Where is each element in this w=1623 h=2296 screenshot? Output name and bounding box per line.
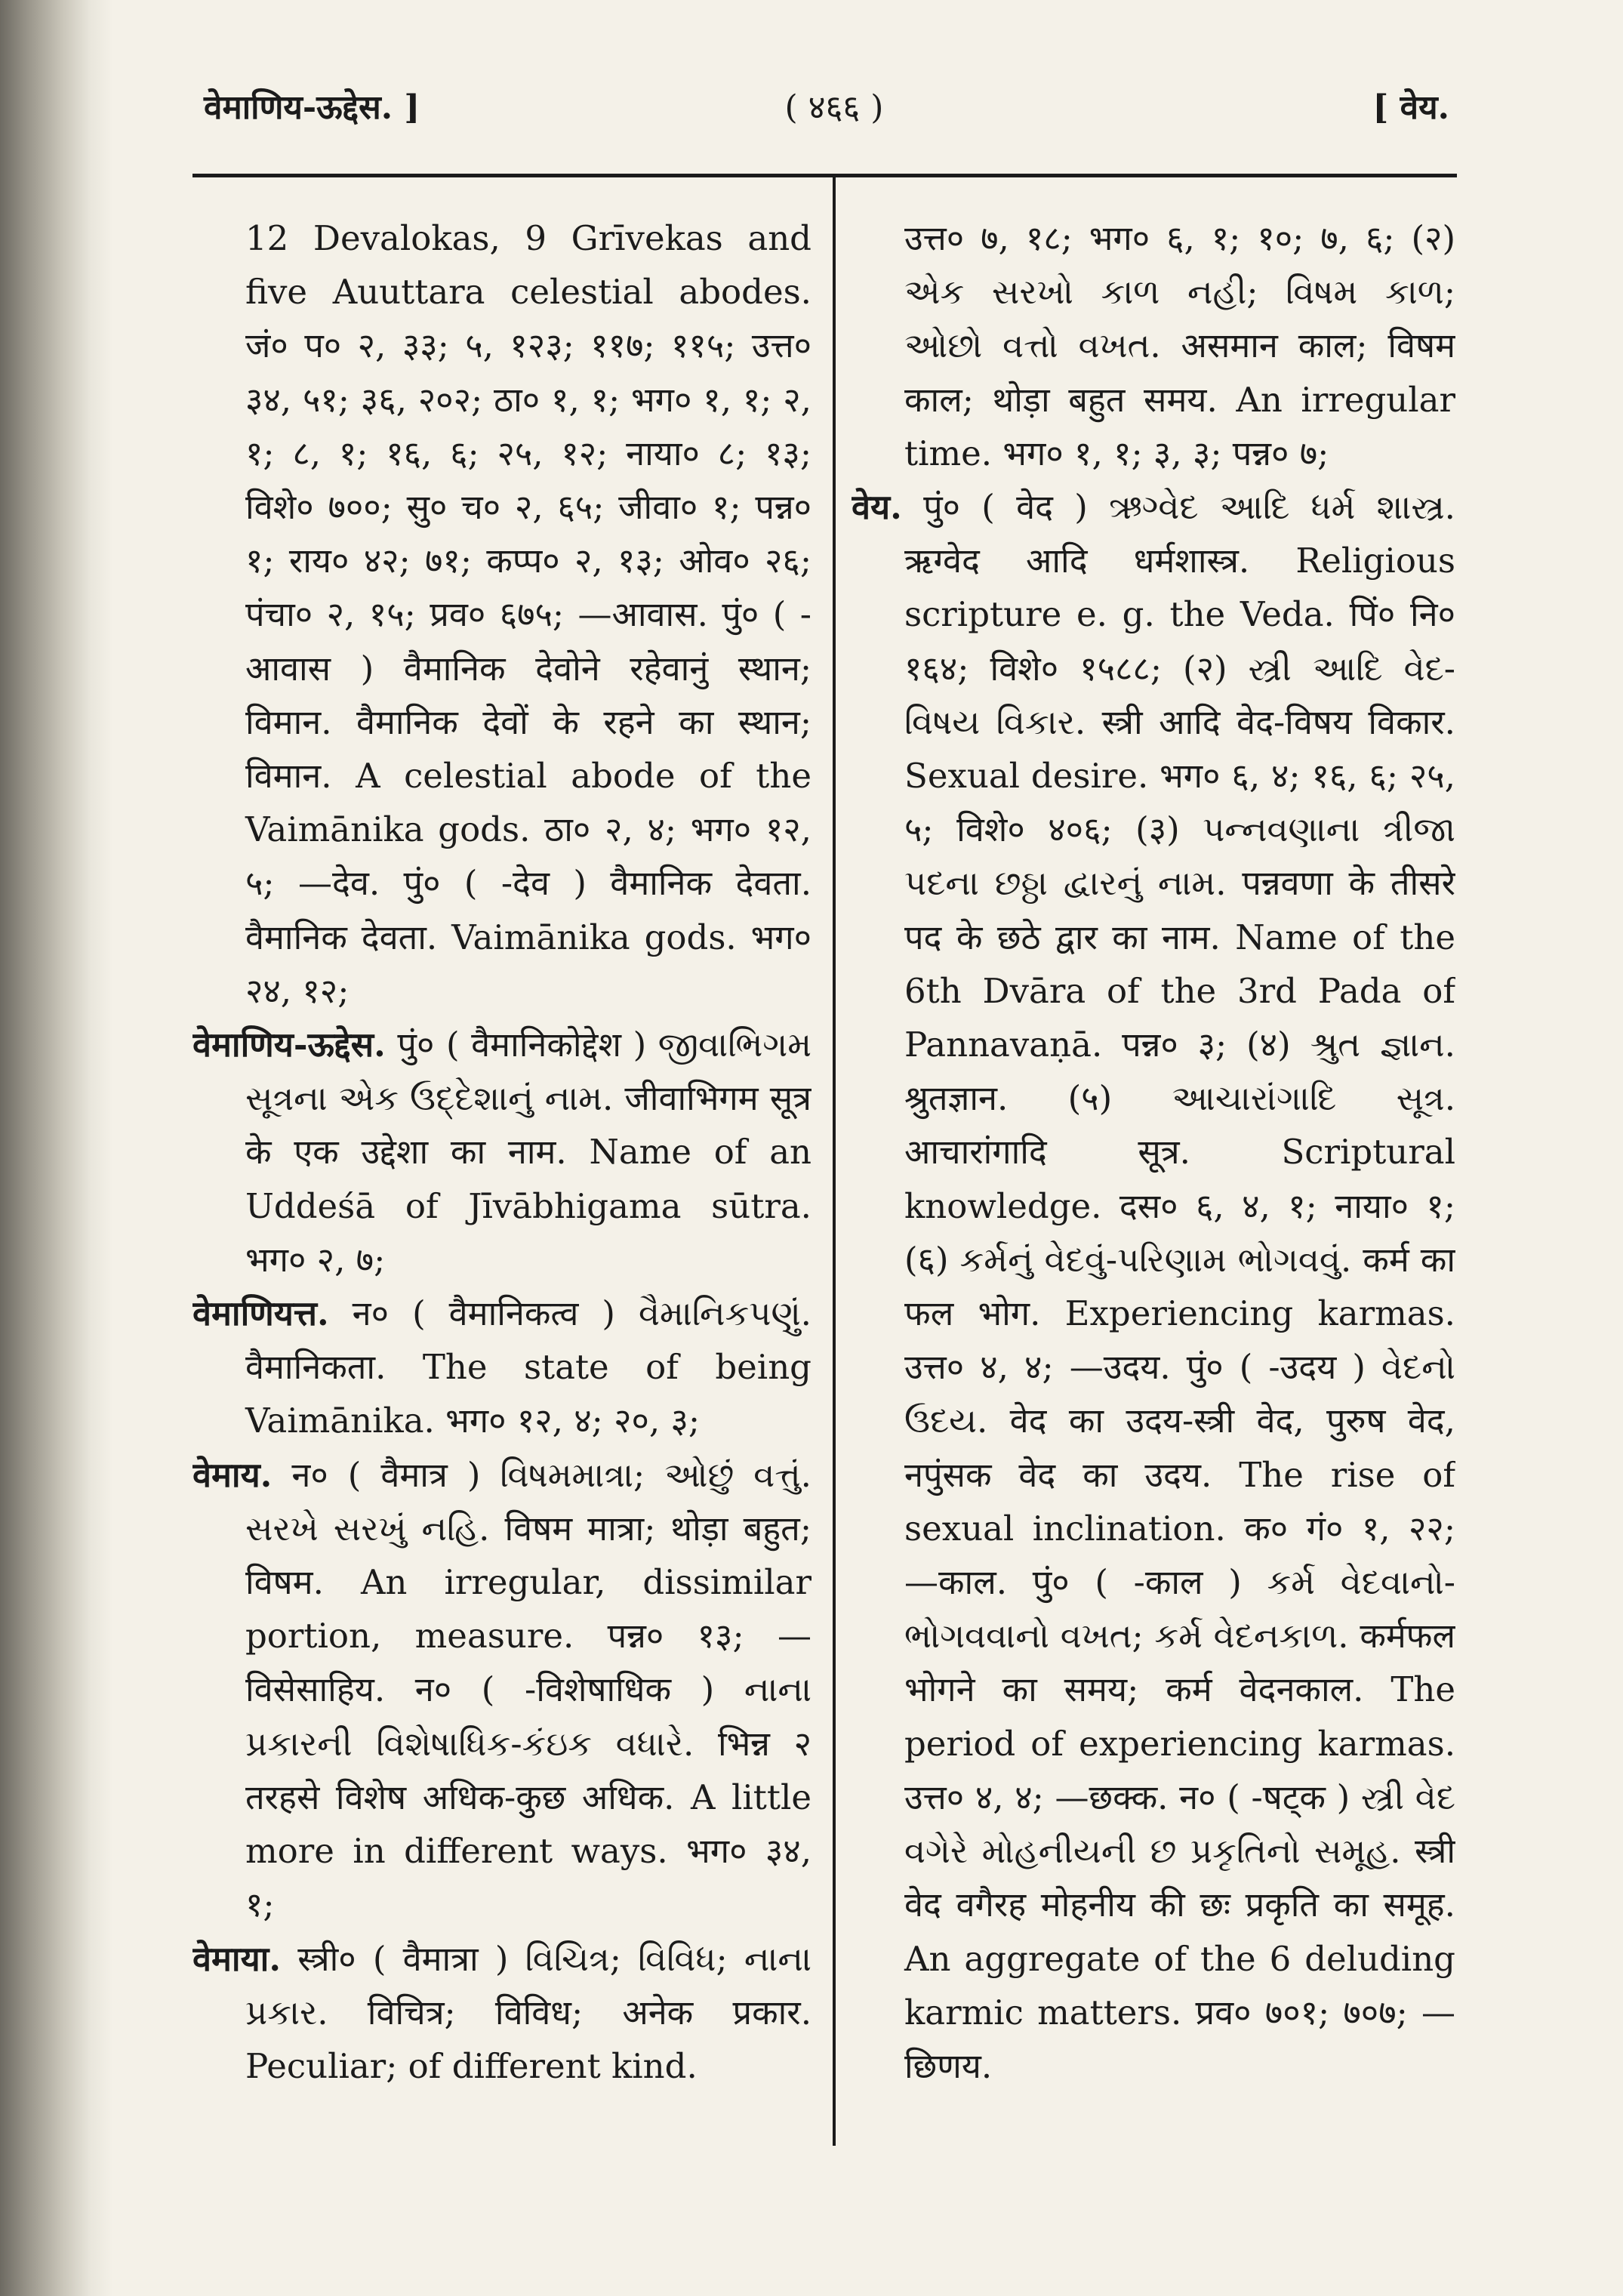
dictionary-entry <box>852 480 1455 2093</box>
page-header <box>204 76 1449 128</box>
left-column <box>192 211 812 2144</box>
entry-headword: वेमाया. <box>192 1938 282 1979</box>
dictionary-entry <box>192 1448 812 1932</box>
entry-text: पुं० ( वेद ) ઋગ્વેદ આદિ ધર્મ શાસ્ત્ર. ऋग्वेद आदि धर्मशास्त्र. Religious scripture e. g. the Veda. पिं० नि० १६४; विशे० १५८८; (२) સ્ત્રી આદિ વેદ-વિષય વિકાર. स्त्री आदि वेद-विषय विकार. Sexual desire. भग० ६, ४; १६, ६; २५, ५; विशे० ४०६; (३) પન્નવણાના ત્રીજા પદના છઠ્ઠા દ્વારનું નામ. पन्नवणा के तीसरे पद के छठे द्वार का नाम. Name of the 6th Dvāra of the 3rd Pada of Pannavaṇā. पन्न० ३; (४) શ્રુત જ્ઞાન. श्रुतज्ञान. (५) આચારાંગાદિ સૂત્ર. आचारांगादि सूत्र. Scriptural knowledge. दस० ६, ४, १; नाया० १; (६) કર્મનું વેદવું-પરિણામ ભોગવવું. कर्म का फल भोग. Experiencing karmas. उत्त० ४, ४; —उदय. पुं० ( -उदय ) વેદનો ઉદય. वेद का उदय-स्त्री वेद, पुरुष वेद, नपुंसक वेद का उदय. The rise of sexual inclination. क० गं० १, २२; —काल. पुं० ( -काल ) કર્મ વેદવાનો-ભોગવવાનો વખત; કર્મ વેદનકાળ. कर्मफल भोगने का समय; कर्म वेदनकाल. The period of experiencing karmas. उत्त० ४, ४; —छक्क. न० ( -षट्क ) સ્ત્રી વેદ વગેરે મોહનીયની છ પ્રકૃતિનો સમૂહ. स्त्री वेद वगैरह मोहनीय की छः प्रकृति का समूह. An aggregate of the 6 deluding karmic matters. प्रव० ७०१; ७०७; —छिणय. <box>904 487 1455 2086</box>
entry-headword: वेमाणिय-ऊद्देस. <box>192 1025 386 1065</box>
entry-text: स्त्री० ( वैमात्रा ) વિચિત્ર; વિવિધ; નાના પ્રકાર. विचित्र; विविध; अनेक प्रकार. Peculiar; of different kind. <box>245 1938 812 2086</box>
dictionary-entry <box>192 1018 812 1287</box>
entry-text: न० ( वैमात्र ) વિષમમાત્રા; ઓછું વત્તું. સરખે સરખું નહિ. विषम मात्रा; थोड़ा बहुत; विषम. An irregular, dissimilar portion, measure. पन्न० १३; —विसेसाहिय. न० ( -विशेषाधिक ) નાના પ્રકારની વિશેષાધિક-કંઇક વધારે. भिन्न २ तरहसे विशेष अधिक-कुछ अधिक. A little more in different ways. भग० ३४, १; <box>245 1454 812 1925</box>
dictionary-entry-continuation <box>852 211 1455 480</box>
entry-text: न० ( वैमानिकत्व ) વૈમાનિકપણું. वैमानिकता. The state of being Vaimānika. भग० १२, ४; २०, ३; <box>245 1293 812 1441</box>
entry-headword: वेय. <box>852 487 902 528</box>
entry-headword: वेमाय. <box>192 1454 273 1495</box>
dictionary-entry <box>192 1932 812 2094</box>
header-rule <box>192 174 1457 177</box>
page-number: ( ४६६ ) <box>784 88 884 127</box>
entry-text: पुं० ( वैमानिकोद्देश ) જીવાભિગમ સૂત્રના એક ઉદ્દેશાનું નામ. जीवाभिगम सूत्र के एक उद्देशा का नाम. Name of an Uddeśā of Jīvābhigama sūtra. भग० २, ७; <box>245 1025 812 1280</box>
column-divider <box>833 175 836 2146</box>
book-binding-shadow <box>0 0 113 2296</box>
entry-text: 12 Devalokas, 9 Grīvekas and five Auuttara celestial abodes. जं० प० २, ३३; ५, १२३; ११७; ११५; उत्त० ३४, ५१; ३६, २०२; ठा० १, १; भग० १, १; २, १; ८, १; १६, ६; २५, १२; नाया० ८; १३; विशे० ७००; सु० च० २, ६५; जीवा० १; पन्न० १; राय० ४२; ७१; कप्प० २, १३; ओव० २६; पंचा० २, १५; प्रव० ६७५; —आवास. पुं० ( -आवास ) वैमानिक देवोने रहेवानुं स्थान; विमान. वैमानिक देवों के रहने का स्थान; विमान. A celestial abode of the Vaimānika gods. ठा० २, ४; भग० १२, ५; —देव. पुं० ( -देव ) वैमानिक देवता. वैमानिक देवता. Vaimānika gods. भग० २४, १२; <box>245 218 812 1011</box>
dictionary-entry-continuation <box>192 211 812 1018</box>
header-left-guideword: वेमाणिय-ऊद्देस. ] <box>204 88 420 127</box>
entry-text: उत्त० ७, १८; भग० ६, १; १०; ७, ६; (२) એક સરખો કાળ નહી; વિષમ કાળ; ઓછો વત્તો વખત. असमान काल; विषम काल; थोड़ा बहुत समय. An irregular time. भग० १, १; ३, ३; पन्न० ७; <box>904 218 1455 473</box>
header-right-guideword: [ वेय. <box>1372 88 1449 127</box>
dictionary-entry <box>192 1287 812 1448</box>
right-column <box>852 211 1455 2144</box>
entry-headword: वेमाणियत्त. <box>192 1293 329 1334</box>
